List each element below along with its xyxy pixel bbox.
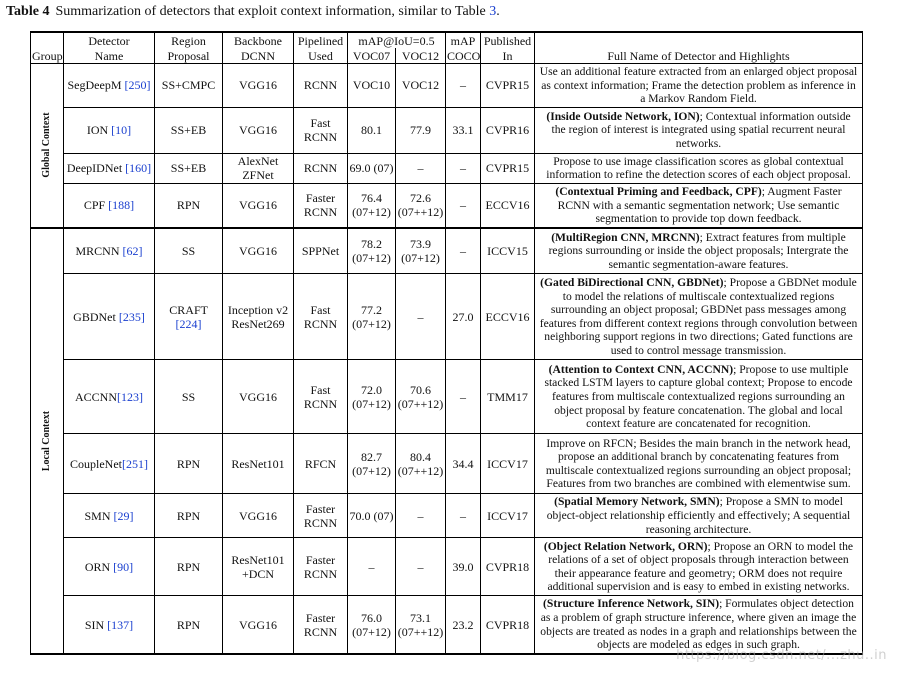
highlights-text: ; Augment Faster RCNN with a semantic segmentation network; Use semantic segmentation to provide top down feedback. bbox=[557, 184, 842, 226]
detector-name: ORN bbox=[84, 559, 111, 574]
region-proposal: CRAFT bbox=[169, 302, 208, 317]
detector-full-name: (Attention to Context CNN, ACCNN) bbox=[548, 362, 734, 376]
region-proposal: SS bbox=[181, 244, 196, 258]
voc07-cell: – bbox=[348, 538, 396, 596]
coco-cell: 33.1 bbox=[446, 107, 481, 153]
voc12-cell: – bbox=[396, 538, 446, 596]
backbone-cell: VGG16 bbox=[223, 596, 294, 654]
region-proposal: RPN bbox=[176, 559, 201, 574]
backbone-cell: Inception v2 ResNet269 bbox=[223, 274, 294, 360]
backbone-cell: VGG16 bbox=[223, 107, 294, 153]
published-cell: CVPR15 bbox=[481, 64, 535, 108]
header-region: Region bbox=[155, 32, 223, 48]
coco-cell: – bbox=[446, 153, 481, 183]
highlights-text: ; Propose a SMN to model object-object relationship efficiently and effectively; A sequential reasoning architecture. bbox=[546, 495, 851, 536]
voc07-cell: 76.4 (07+12) bbox=[348, 183, 396, 227]
backbone-cell: ResNet101 +DCN bbox=[223, 538, 294, 596]
detector-full-name: (MultiRegion CNN, MRCNN) bbox=[551, 230, 700, 244]
published-cell: TMM17 bbox=[481, 360, 535, 434]
backbone-cell: AlexNet ZFNet bbox=[223, 153, 294, 183]
detector-name-cell bbox=[64, 183, 155, 227]
region-proposal-cell bbox=[155, 538, 223, 596]
detector-name: CoupleNet bbox=[70, 456, 122, 471]
pipeline-cell: Faster RCNN bbox=[294, 183, 348, 227]
coco-cell: – bbox=[446, 64, 481, 108]
detector-full-name: (Spatial Memory Network, SMN) bbox=[554, 495, 720, 509]
group-label: Local Context bbox=[41, 410, 52, 471]
table-row bbox=[31, 107, 863, 153]
region-proposal-cell bbox=[155, 274, 223, 360]
header-fullname-blank bbox=[535, 32, 863, 48]
voc12-cell: 70.6 (07++12) bbox=[396, 360, 446, 434]
citation-link[interactable]: [235] bbox=[118, 309, 145, 324]
citation-link[interactable]: [90] bbox=[113, 559, 134, 574]
table-row bbox=[31, 153, 863, 183]
region-proposal: SS+CMPC bbox=[161, 78, 216, 93]
caption-table-link[interactable]: 3 bbox=[489, 4, 497, 19]
voc07-cell: VOC10 bbox=[348, 64, 396, 108]
voc12-cell: – bbox=[396, 494, 446, 538]
coco-cell: – bbox=[446, 494, 481, 538]
highlights-cell bbox=[535, 228, 863, 274]
header-voc12: VOC12 bbox=[396, 48, 446, 64]
pipeline-cell: RFCN bbox=[294, 434, 348, 494]
region-proposal-cell bbox=[155, 64, 223, 108]
detectors-table bbox=[30, 31, 863, 655]
caption-text: Summarization of detectors that exploit context information, similar to Table bbox=[55, 4, 486, 19]
voc07-cell: 77.2 (07+12) bbox=[348, 274, 396, 360]
header-published: Published bbox=[481, 32, 535, 48]
citation-link[interactable]: [160] bbox=[125, 161, 152, 176]
detector-name: GBDNet bbox=[73, 309, 116, 324]
backbone-cell: VGG16 bbox=[223, 183, 294, 227]
backbone-cell: ResNet101 bbox=[223, 434, 294, 494]
region-proposal-cell bbox=[155, 434, 223, 494]
backbone-cell: VGG16 bbox=[223, 494, 294, 538]
highlights-text: Improve on RFCN; Besides the main branch in the network head, propose an additional branch by concatenating features from multiscale contextualized regions surrounding an object proposal; Features from two branches are combined with elementwise sum. bbox=[545, 436, 852, 491]
voc07-cell: 69.0 (07) bbox=[348, 153, 396, 183]
region-proposal-cell bbox=[155, 494, 223, 538]
detector-name: ION bbox=[86, 123, 109, 138]
table-row bbox=[31, 434, 863, 494]
published-cell: CVPR15 bbox=[481, 153, 535, 183]
highlights-cell bbox=[535, 538, 863, 596]
voc12-cell: VOC12 bbox=[396, 64, 446, 108]
detector-full-name: (Inside Outside Network, ION) bbox=[546, 109, 700, 123]
highlights-cell bbox=[535, 596, 863, 654]
detector-full-name: (Object Relation Network, ORN) bbox=[543, 539, 708, 553]
detector-name: DeepIDNet bbox=[66, 161, 123, 176]
region-proposal-cell bbox=[155, 183, 223, 227]
region-proposal: SS bbox=[181, 389, 196, 404]
caption-period: . bbox=[496, 4, 500, 19]
highlights-cell bbox=[535, 494, 863, 538]
pipeline-cell: Faster RCNN bbox=[294, 494, 348, 538]
highlights-text: ; Propose a GBDNet module to model the relations of multiscale contextualized regions surrounding an object proposal; GBDNet pass messages among features from different context regions through convolution between neighboring support regions in two directions; Gated functions are used to control message transmission. bbox=[539, 275, 858, 357]
table-row bbox=[31, 228, 863, 274]
header-map: mAP bbox=[446, 32, 481, 48]
voc12-cell: 72.6 (07++12) bbox=[396, 183, 446, 227]
header-group-blank bbox=[31, 32, 64, 48]
pipeline-cell: Fast RCNN bbox=[294, 107, 348, 153]
voc07-cell: 70.0 (07) bbox=[348, 494, 396, 538]
header-detector: Detector bbox=[64, 32, 155, 48]
highlights-cell bbox=[535, 153, 863, 183]
watermark: https://blog.csdn.net/...zhu..in bbox=[676, 648, 887, 663]
citation-link[interactable]: [137] bbox=[107, 617, 134, 632]
detector-name-cell bbox=[64, 494, 155, 538]
region-proposal: SS+EB bbox=[170, 123, 207, 138]
detector-name: CPF bbox=[83, 198, 106, 213]
highlights-text: ; Extract features from multiple regions surrounding or inside the object proposals; Intergrate the semantic segmentation-aware features. bbox=[548, 230, 849, 271]
coco-cell: 34.4 bbox=[446, 434, 481, 494]
detector-name: SIN bbox=[84, 617, 105, 632]
published-cell: ICCV15 bbox=[481, 228, 535, 274]
detector-full-name: (Contextual Priming and Feedback, CPF) bbox=[555, 184, 762, 198]
highlights-text: ; Formulates object detection as a problem of graph structure inference, where given an image the objects are treated as nodes in a graph and relationships between the objects are modeled as edges in such graph. bbox=[540, 597, 857, 652]
region-proposal: RPN bbox=[176, 456, 201, 471]
highlights-cell bbox=[535, 434, 863, 494]
table-row bbox=[31, 360, 863, 434]
header-detector-name: Name bbox=[64, 48, 155, 64]
detector-name-cell bbox=[64, 107, 155, 153]
backbone-cell: VGG16 bbox=[223, 360, 294, 434]
pipeline-cell: SPPNet bbox=[294, 228, 348, 274]
detector-name: ACCNN bbox=[74, 389, 117, 404]
highlights-cell bbox=[535, 64, 863, 108]
header-pipelined: Pipelined bbox=[294, 32, 348, 48]
group-local-context bbox=[31, 228, 64, 654]
table-caption bbox=[6, 3, 500, 21]
table-row bbox=[31, 538, 863, 596]
table-row bbox=[31, 494, 863, 538]
pipeline-cell: Fast RCNN bbox=[294, 360, 348, 434]
voc12-cell: – bbox=[396, 274, 446, 360]
highlights-cell bbox=[535, 360, 863, 434]
citation-link[interactable]: [123] bbox=[117, 389, 143, 404]
published-cell: ECCV16 bbox=[481, 183, 535, 227]
highlights-text: ; Contextual information outside the region of interest is integrated using spatial recurrent neural networks. bbox=[551, 109, 851, 151]
backbone-cell: VGG16 bbox=[223, 228, 294, 274]
backbone-cell: VGG16 bbox=[223, 64, 294, 108]
header-group: Group bbox=[32, 48, 63, 63]
table-row bbox=[31, 596, 863, 654]
region-proposal-cell bbox=[155, 228, 223, 274]
pipeline-cell: Faster RCNN bbox=[294, 596, 348, 654]
citation-link[interactable]: [29] bbox=[113, 508, 134, 523]
table-row bbox=[31, 274, 863, 360]
header-published-in: In bbox=[481, 48, 535, 64]
detector-name-cell bbox=[64, 360, 155, 434]
coco-cell: 39.0 bbox=[446, 538, 481, 596]
region-proposal: RPN bbox=[176, 508, 201, 523]
header-pipelined-used: Used bbox=[294, 48, 348, 64]
voc07-cell: 82.7 (07+12) bbox=[348, 434, 396, 494]
region-proposal: SS+EB bbox=[170, 161, 207, 176]
highlights-text: ; Propose an ORN to model the relations of a set of object proposals through interaction between their appearance feature and geometry; ORM does not require additional supervision and is easy to embed in existing networks. bbox=[547, 539, 854, 594]
header-coco: COCO bbox=[447, 48, 481, 63]
header-voc07: VOC07 bbox=[348, 48, 396, 64]
pipeline-cell: Faster RCNN bbox=[294, 538, 348, 596]
region-proposal-cell bbox=[155, 596, 223, 654]
published-cell: ICCV17 bbox=[481, 494, 535, 538]
pipeline-cell: RCNN bbox=[294, 64, 348, 108]
coco-cell: 23.2 bbox=[446, 596, 481, 654]
pipeline-cell: Fast RCNN bbox=[294, 274, 348, 360]
region-proposal-cell bbox=[155, 360, 223, 434]
detector-name-cell bbox=[64, 64, 155, 108]
citation-link[interactable]: [10] bbox=[111, 123, 132, 138]
caption-label: Table 4 bbox=[6, 4, 50, 19]
detector-full-name: (Gated BiDirectional CNN, GBDNet) bbox=[540, 275, 724, 289]
region-proposal-cell bbox=[155, 107, 223, 153]
region-proposal-cell bbox=[155, 153, 223, 183]
detector-name-cell bbox=[64, 153, 155, 183]
detector-name-cell bbox=[64, 228, 155, 274]
detector-name: SegDeepM bbox=[67, 78, 122, 93]
highlights-text: ; Propose to use multiple stacked LSTM layers to capture global context; Propose to encode features from multiscale contextualized regions surrounding an object proposal by feature concatenation. The global and local context feature are concatenated for recognition. bbox=[544, 362, 853, 431]
citation-link[interactable]: [188] bbox=[108, 198, 135, 213]
table-row bbox=[31, 64, 863, 108]
header-backbone: Backbone bbox=[223, 32, 294, 48]
region-proposal: RPN bbox=[176, 617, 201, 632]
published-cell: ECCV16 bbox=[481, 274, 535, 360]
highlights-text: Propose to use image classification scores as global contextual information to refine the detection scores of each object proposal. bbox=[546, 154, 851, 182]
table-row bbox=[31, 183, 863, 227]
detector-name: MRCNN bbox=[75, 244, 120, 258]
voc12-cell: 80.4 (07++12) bbox=[396, 434, 446, 494]
header-map-iou: mAP@IoU=0.5 bbox=[348, 32, 446, 48]
citation-link[interactable]: [62] bbox=[122, 244, 143, 258]
coco-cell: – bbox=[446, 360, 481, 434]
highlights-cell bbox=[535, 183, 863, 227]
highlights-cell bbox=[535, 274, 863, 360]
voc07-cell: 78.2 (07+12) bbox=[348, 228, 396, 274]
voc07-cell: 72.0 (07+12) bbox=[348, 360, 396, 434]
group-label: Global Context bbox=[41, 112, 52, 179]
published-cell: ICCV17 bbox=[481, 434, 535, 494]
citation-link[interactable]: [224] bbox=[175, 316, 202, 331]
header-backbone-dcnn: DCNN bbox=[223, 48, 294, 64]
pipeline-cell: RCNN bbox=[294, 153, 348, 183]
highlights-text: Use an additional feature extracted from an enlarged object proposal as context information; Frame the detection problem as inference in a Markov Random Field. bbox=[539, 65, 858, 106]
published-cell: CVPR18 bbox=[481, 596, 535, 654]
voc12-cell: 73.1 (07++12) bbox=[396, 596, 446, 654]
detector-name-cell bbox=[64, 596, 155, 654]
voc12-cell: 77.9 bbox=[396, 107, 446, 153]
detector-name-cell bbox=[64, 274, 155, 360]
coco-cell: – bbox=[446, 228, 481, 274]
coco-cell: 27.0 bbox=[446, 274, 481, 360]
header-region-proposal: Proposal bbox=[155, 48, 223, 64]
coco-cell: – bbox=[446, 183, 481, 227]
voc12-cell: 73.9 (07+12) bbox=[396, 228, 446, 274]
voc07-cell: 76.0 (07+12) bbox=[348, 596, 396, 654]
highlights-cell bbox=[535, 107, 863, 153]
group-global-context bbox=[31, 64, 64, 228]
header-fullname: Full Name of Detector and Highlights bbox=[535, 48, 863, 64]
region-proposal: RPN bbox=[176, 198, 201, 213]
published-cell: CVPR16 bbox=[481, 107, 535, 153]
detector-full-name: (Structure Inference Network, SIN) bbox=[543, 597, 720, 611]
detector-name-cell bbox=[64, 434, 155, 494]
published-cell: CVPR18 bbox=[481, 538, 535, 596]
citation-link[interactable]: [251] bbox=[122, 456, 148, 471]
voc12-cell: – bbox=[396, 153, 446, 183]
citation-link[interactable]: [250] bbox=[124, 78, 151, 93]
voc07-cell: 80.1 bbox=[348, 107, 396, 153]
detector-name: SMN bbox=[84, 508, 111, 523]
detector-name-cell bbox=[64, 538, 155, 596]
